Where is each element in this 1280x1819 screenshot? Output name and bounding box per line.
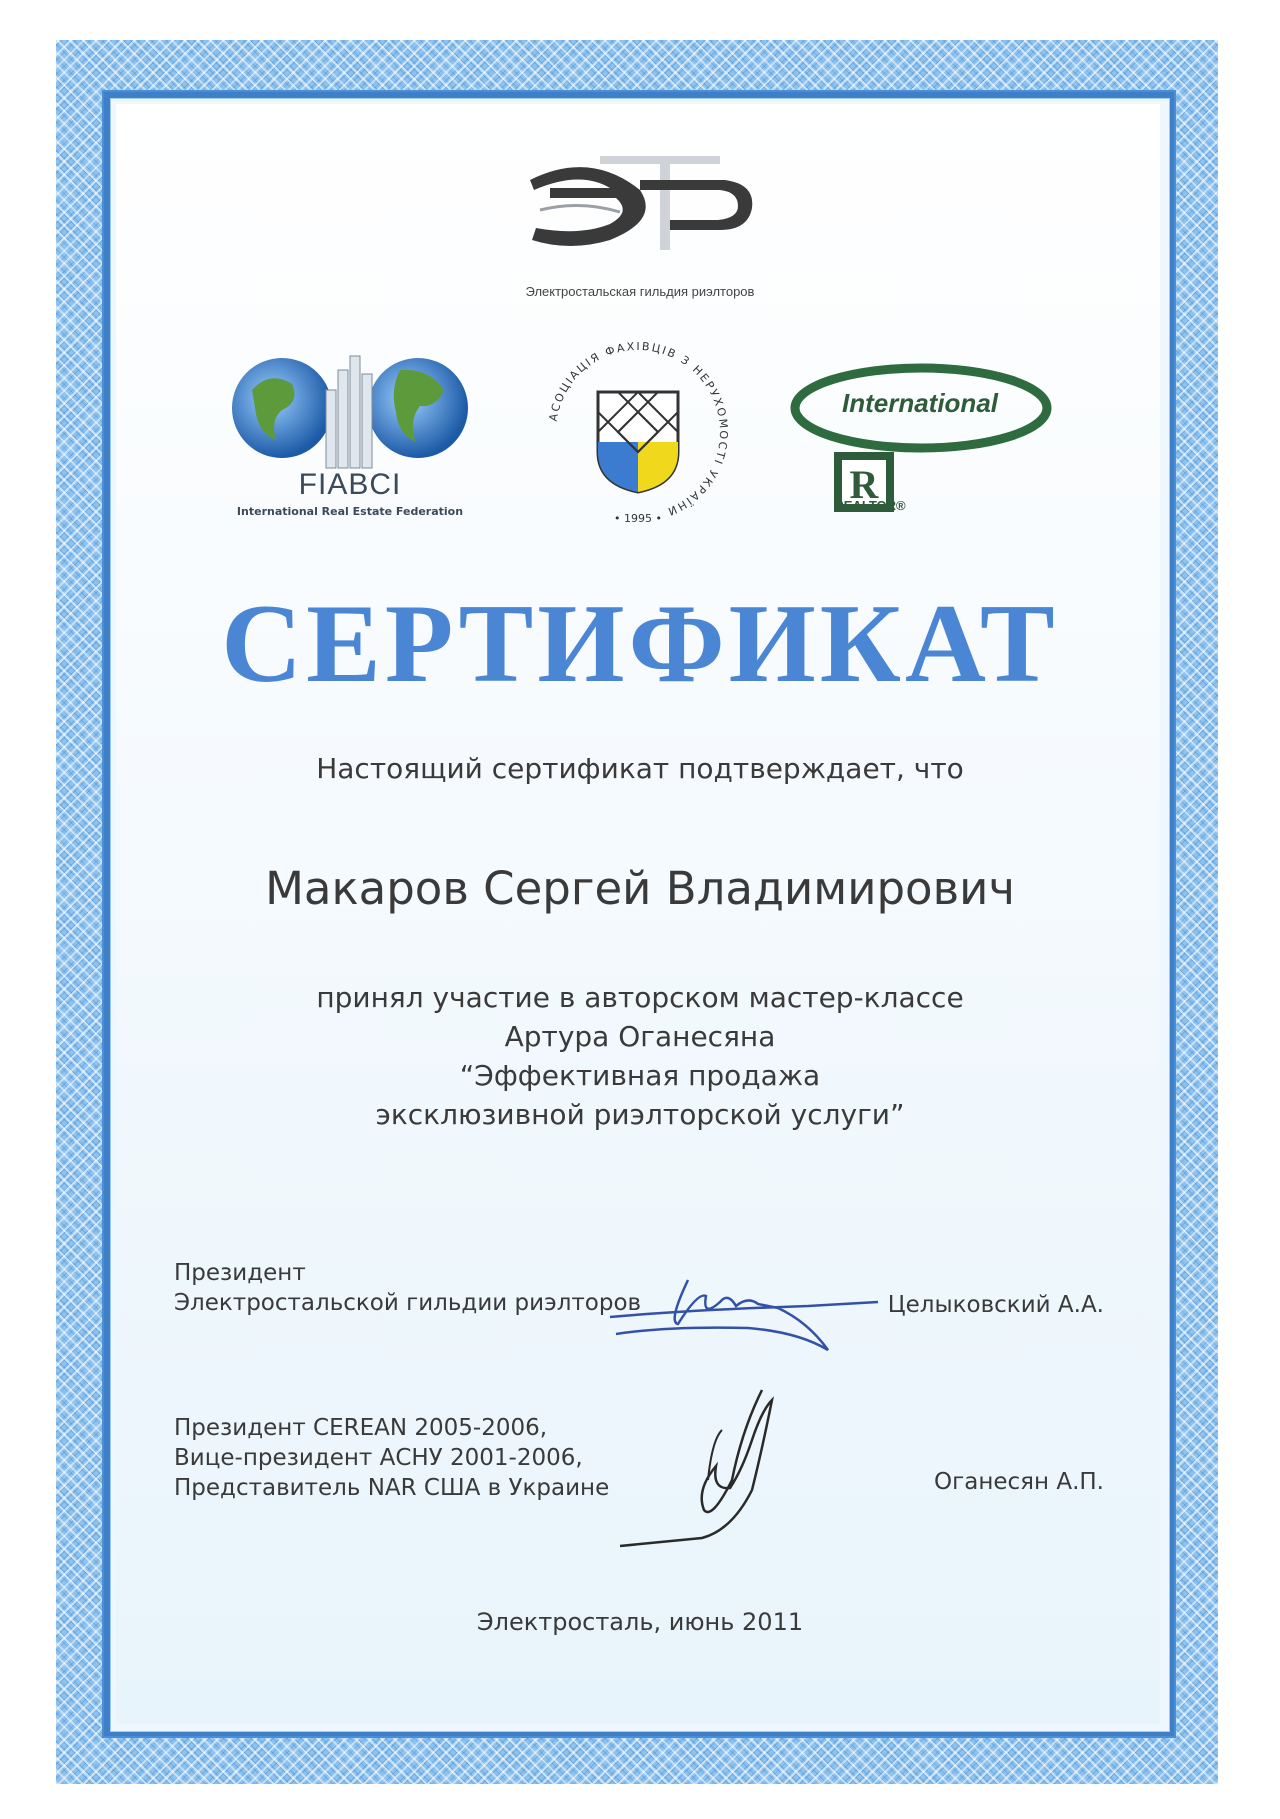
signature-1 <box>608 1262 908 1352</box>
ukraine-year: • 1995 • <box>614 512 662 525</box>
fiabci-name: FIABCI <box>298 468 402 501</box>
realtor-international-text: International <box>841 388 998 418</box>
recipient-name: Макаров Сергей Владимирович <box>265 862 1015 915</box>
body-line: принял участие в авторском мастер-классе <box>316 981 964 1014</box>
signatory-1-position: Президент Электростальской гильдии риэлторов <box>174 1260 642 1316</box>
signatory-2-name: Оганесян А.П. <box>934 1469 1104 1495</box>
ukraine-association-logo <box>538 332 738 532</box>
guild-caption: Электростальская гильдия риэлторов <box>525 284 755 299</box>
signatory-1-name: Целыковский А.А. <box>887 1292 1104 1318</box>
realtor-label: REALTOR® <box>834 498 906 513</box>
body-line: Артура Оганесяна <box>504 1020 776 1053</box>
certificate-title: СЕРТИФИКАТ <box>221 582 1059 706</box>
confirmation-text: Настоящий сертификат подтверждает, что <box>316 752 964 785</box>
fiabci-subtitle: International Real Estate Federation <box>236 505 464 518</box>
signatory-2-position: Президент CEREAN 2005-2006, Вице-президент АСНУ 2001-2006, Представитель NAR США в Украине <box>174 1415 610 1501</box>
certificate-body <box>0 978 1280 1134</box>
realtor-r-mark: R <box>849 462 879 507</box>
ukraine-ring-text: АСОЦІАЦІЯ ФАХІВЦІВ З НЕРУХОМОСТІ УКРАЇНИ <box>546 339 731 519</box>
place-and-date: Электросталь, июнь 2011 <box>476 1608 804 1636</box>
body-line: эксклюзивной риэлторской услуги” <box>375 1098 905 1131</box>
signature-2 <box>612 1370 832 1550</box>
guild-monogram-logo <box>520 150 760 260</box>
body-line: “Эффективная продажа <box>459 1059 821 1092</box>
